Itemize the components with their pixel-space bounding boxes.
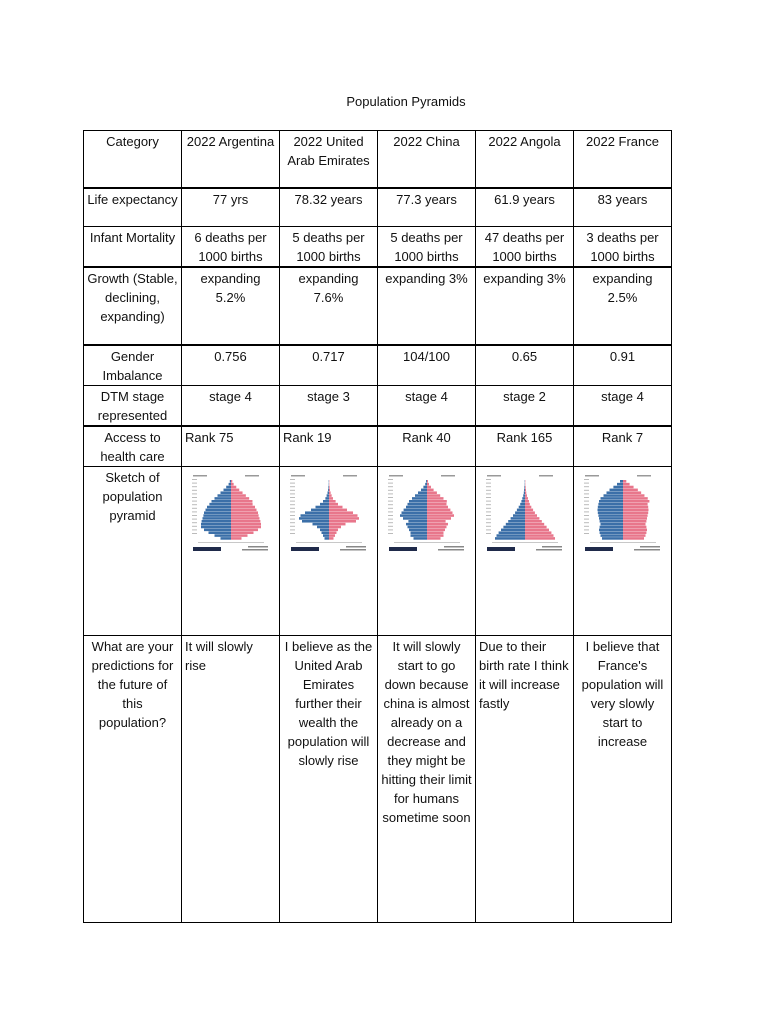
table-cell: 83 years <box>574 188 672 227</box>
table-cell: 0.91 <box>574 345 672 386</box>
table-row <box>84 426 672 467</box>
table-cell: Rank 40 <box>378 426 476 467</box>
table-cell: Due to their birth rate I think it will increase fastly <box>476 636 574 923</box>
row-label: Gender Imbalance <box>84 345 182 386</box>
china-pyramid-icon <box>386 473 468 558</box>
table-row <box>84 636 672 923</box>
pyramid-cell <box>476 467 574 636</box>
uae-pyramid-icon <box>288 473 370 558</box>
header-france: 2022 France <box>574 131 672 188</box>
angola-pyramid-icon <box>484 473 566 558</box>
header-category: Category <box>84 131 182 188</box>
table-cell: Rank 75 <box>182 426 280 467</box>
pyramid-cell <box>182 467 280 636</box>
header-uae: 2022 United Arab Emirates <box>280 131 378 188</box>
table-cell: It will slowly rise <box>182 636 280 923</box>
table-cell: 5 deaths per 1000 births <box>280 227 378 268</box>
table-cell: expanding 3% <box>476 267 574 345</box>
table-row <box>84 345 672 386</box>
row-label: DTM stage represented <box>84 386 182 427</box>
table-cell: stage 2 <box>476 386 574 427</box>
table-cell: 47 deaths per 1000 births <box>476 227 574 268</box>
document-title: Population Pyramids <box>346 94 466 109</box>
table-cell: Rank 7 <box>574 426 672 467</box>
row-label: Life expectancy <box>84 188 182 227</box>
table-cell: 0.756 <box>182 345 280 386</box>
argentina-pyramid-icon <box>190 473 272 558</box>
table-cell: expanding 2.5% <box>574 267 672 345</box>
table-cell: I believe as the United Arab Emirates further their wealth the population will slowly rise <box>280 636 378 923</box>
table-row <box>84 227 672 268</box>
row-label: Access to health care <box>84 426 182 467</box>
pyramid-cell <box>574 467 672 636</box>
table-cell: 3 deaths per 1000 births <box>574 227 672 268</box>
table-cell: expanding 5.2% <box>182 267 280 345</box>
pyramid-cell <box>378 467 476 636</box>
table-cell: 5 deaths per 1000 births <box>378 227 476 268</box>
table-cell: stage 4 <box>378 386 476 427</box>
table-row <box>84 267 672 345</box>
table-cell: 78.32 years <box>280 188 378 227</box>
table-row <box>84 386 672 427</box>
france-pyramid-icon <box>582 473 664 558</box>
table-cell: expanding 7.6% <box>280 267 378 345</box>
header-china: 2022 China <box>378 131 476 188</box>
population-table <box>83 130 672 923</box>
row-label: What are your predictions for the future of this population? <box>84 636 182 923</box>
table-cell: 0.717 <box>280 345 378 386</box>
table-cell: 6 deaths per 1000 births <box>182 227 280 268</box>
table-row <box>84 188 672 227</box>
table-cell: stage 4 <box>182 386 280 427</box>
table-cell: I believe that France's population will very slowly start to increase <box>574 636 672 923</box>
table-cell: Rank 19 <box>280 426 378 467</box>
table-cell: stage 4 <box>574 386 672 427</box>
row-label: Sketch of population pyramid <box>84 467 182 636</box>
row-label: Growth (Stable, declining, expanding) <box>84 267 182 345</box>
table-cell: It will slowly start to go down because china is almost already on a decrease and they might be hitting their limit for humans sometime soon <box>378 636 476 923</box>
header-row <box>84 131 672 188</box>
table-cell: Rank 165 <box>476 426 574 467</box>
header-argentina: 2022 Argentina <box>182 131 280 188</box>
table-cell: 77 yrs <box>182 188 280 227</box>
table-cell: 61.9 years <box>476 188 574 227</box>
table-cell: expanding 3% <box>378 267 476 345</box>
pyramid-cell <box>280 467 378 636</box>
table-cell: 0.65 <box>476 345 574 386</box>
table-row <box>84 467 672 636</box>
row-label: Infant Mortality <box>84 227 182 268</box>
table-cell: 104/100 <box>378 345 476 386</box>
table-cell: 77.3 years <box>378 188 476 227</box>
header-angola: 2022 Angola <box>476 131 574 188</box>
table-cell: stage 3 <box>280 386 378 427</box>
